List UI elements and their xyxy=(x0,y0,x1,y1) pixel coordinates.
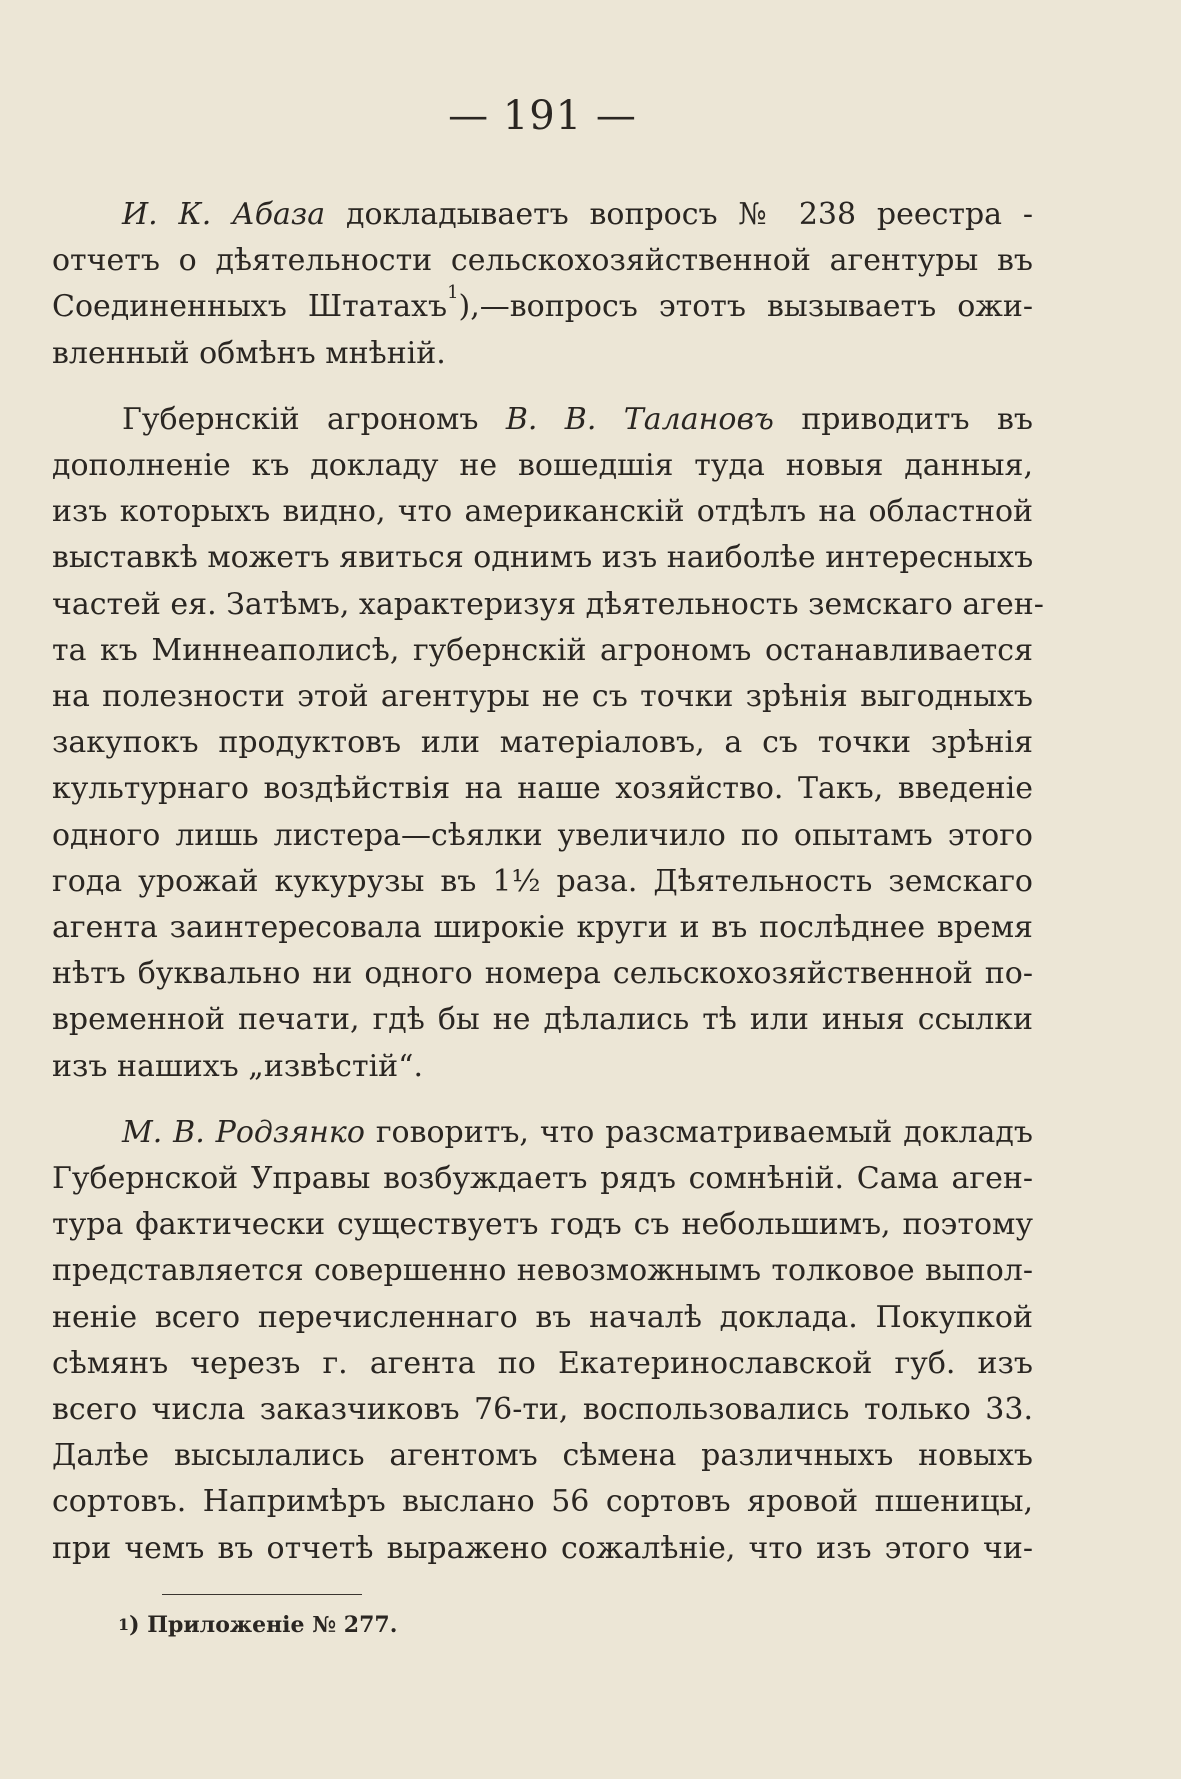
footnote-divider xyxy=(162,1594,362,1595)
text-line: одного лишь листера—сѣялки увеличило по опытамъ этого xyxy=(52,817,1033,853)
fraction: ½ xyxy=(511,863,541,899)
text-line: агента заинтересовала широкіе круги и въ послѣднее время xyxy=(52,910,1033,946)
text-line: та къ Миннеаполисѣ, губернскій агрономъ останавливается xyxy=(52,632,1033,668)
line-text: года урожай кукурузы въ 1 xyxy=(52,863,512,899)
text-line: всего числа заказчиковъ 76-ти, воспользовались только 33. xyxy=(52,1392,1033,1428)
text-line: сортовъ. Напримѣръ выслано 56 сортовъ яровой пшеницы, xyxy=(52,1484,1033,1520)
text-line: дополненіе къ докладу не вошедшія туда новыя данныя, xyxy=(52,448,1033,484)
line-text: Губернскій агрономъ xyxy=(122,401,479,437)
text-line xyxy=(52,192,1033,238)
text-line: неніе всего перечисленнаго въ началѣ доклада. Покупкой xyxy=(52,1299,1033,1335)
footnote-mark: 1 xyxy=(118,1615,130,1634)
speaker-name: И. К. Абаза xyxy=(122,197,326,232)
text-line: изъ которыхъ видно, что американскій отдѣлъ на областной xyxy=(52,494,1033,530)
text-line xyxy=(52,397,1033,443)
paragraph-talanov xyxy=(52,397,1044,1090)
text-line xyxy=(52,859,1033,905)
speaker-name: М. В. Родзянко xyxy=(122,1114,365,1150)
text-line: Губернской Управы возбуждаетъ рядъ сомнѣній. Сама аген- xyxy=(52,1161,1033,1197)
paragraph-abaza xyxy=(52,192,1033,377)
text-line: нѣтъ буквально ни одного номера сельскохозяйственной по- xyxy=(52,956,1033,992)
text-line: вленный обмѣнъ мнѣній. xyxy=(52,335,446,371)
speaker-name: В. В. Талановъ xyxy=(505,401,774,437)
line-text: Соединенныхъ Штатахъ xyxy=(52,289,448,325)
footnote xyxy=(118,1610,397,1640)
line-text: докладываетъ вопросъ № 238 реестра - xyxy=(345,197,1033,232)
text-line: закупокъ продуктовъ или матеріаловъ, а съ точки зрѣнія xyxy=(52,725,1033,761)
line-text: раза. Дѣятельность земскаго xyxy=(540,863,1033,899)
text-line: культурнаго воздѣйствія на наше хозяйство. Такъ, введеніе xyxy=(52,771,1033,807)
text-line: выставкѣ можетъ явиться однимъ изъ наиболѣе интересныхъ xyxy=(52,540,1034,576)
line-text: приводитъ въ xyxy=(801,401,1033,437)
text-line xyxy=(52,284,1033,330)
text-line: изъ нашихъ „извѣстій“. xyxy=(52,1048,424,1084)
text-line: сѣмянъ черезъ г. агента по Екатеринославской губ. изъ xyxy=(52,1345,1033,1381)
footnote-text: ) Приложеніе № 277. xyxy=(129,1612,398,1638)
line-text: говоритъ, что разсматриваемый докладъ xyxy=(375,1114,1033,1150)
line-text: ),—вопросъ этотъ вызываетъ ожи- xyxy=(458,289,1033,325)
text-line: на полезности этой агентуры не съ точки зрѣнія выгодныхъ xyxy=(52,679,1033,715)
text-line: Далѣе высылались агентомъ сѣмена различныхъ новыхъ xyxy=(52,1438,1033,1474)
text-line: при чемъ въ отчетѣ выражено сожалѣніе, что изъ этого чи- xyxy=(52,1530,1033,1566)
paragraph-rodzyanko xyxy=(52,1110,1033,1572)
text-line: тура фактически существуетъ годъ съ небольшимъ, поэтому xyxy=(52,1207,1033,1243)
text-line: представляется совершенно невозможнымъ толковое выпол- xyxy=(52,1253,1033,1289)
text-line: отчетъ о дѣятельности сельскохозяйственной агентуры въ xyxy=(52,243,1033,279)
footnote-ref: 1 xyxy=(447,282,459,304)
page-number: — 191 — xyxy=(448,93,637,139)
text-line: частей ея. Затѣмъ, характеризуя дѣятельность земскаго аген- xyxy=(52,586,1044,622)
text-line xyxy=(52,1110,1033,1156)
text-line: временной печати, гдѣ бы не дѣлались тѣ или иныя ссылки xyxy=(52,1002,1033,1038)
